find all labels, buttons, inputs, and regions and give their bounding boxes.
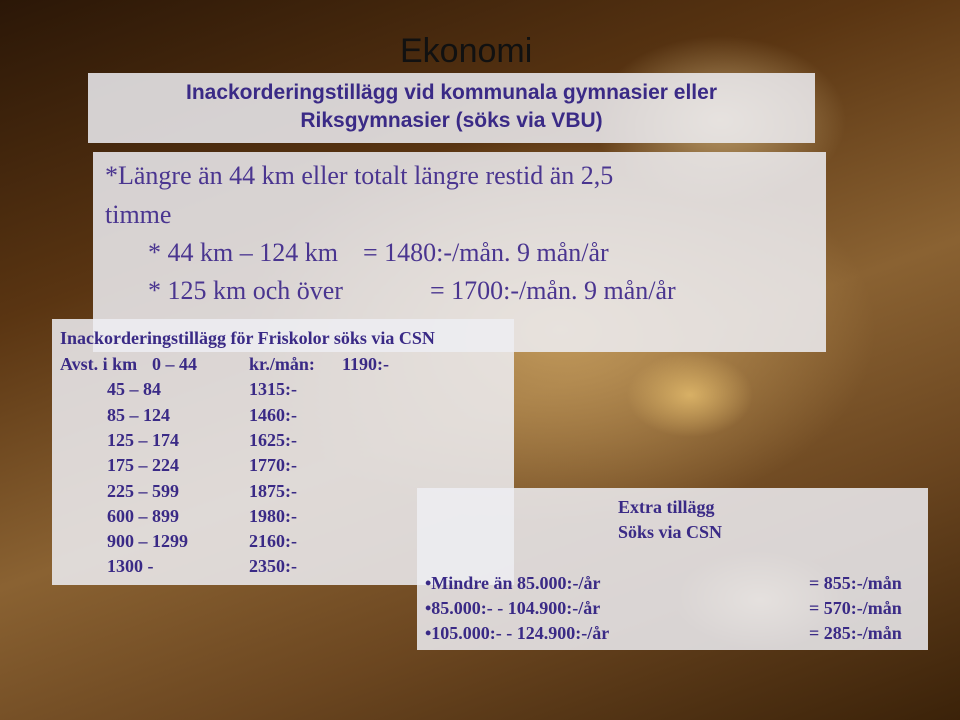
csn-row-amount: 1980:- — [249, 505, 297, 526]
extra-supplement-box — [417, 488, 928, 650]
income-amount: = 285:-/mån — [809, 623, 902, 643]
csn-row-amount: 1315:- — [249, 379, 297, 400]
income-amount: = 570:-/mån — [809, 598, 902, 618]
income-range: •85.000:- - 104.900:-/år — [425, 598, 601, 618]
csn-row-amount: 1625:- — [249, 429, 297, 450]
csn-row-range: 85 – 124 — [107, 404, 170, 425]
csn-row-range: 225 – 599 — [107, 480, 179, 501]
income-amount: = 855:-/mån — [809, 573, 902, 593]
extra-title: Extra tillägg — [618, 497, 715, 517]
csn-row-amount: 1190:- — [342, 354, 389, 374]
csn-row-range: 175 – 224 — [107, 455, 179, 476]
page-title: Ekonomi — [400, 32, 533, 70]
tier2-amount: = 1700:-/mån. 9 mån/år — [430, 276, 676, 305]
tier1-amount: = 1480:-/mån. 9 mån/år — [363, 238, 609, 267]
header-line-1: Inackorderingstillägg vid kommunala gymnasier eller — [185, 81, 717, 104]
amount-label: kr./mån: — [249, 354, 315, 374]
csn-row-amount: 1460:- — [249, 404, 297, 425]
csn-row-amount: 2350:- — [249, 556, 297, 577]
header-line-2: Riksgymnasier (söks via VBU) — [300, 109, 603, 132]
csn-row-range: 125 – 174 — [107, 429, 179, 450]
csn-heading: Inackorderingstillägg för Friskolor söks via CSN — [60, 328, 435, 348]
distance-label: Avst. i km — [60, 354, 138, 374]
income-range: •Mindre än 85.000:-/år — [425, 573, 601, 593]
extra-subtitle: Söks via CSN — [618, 522, 723, 542]
income-range: •105.000:- - 124.900:-/år — [425, 623, 610, 643]
requirement-text-cont: timme — [105, 200, 172, 229]
csn-row-amount: 2160:- — [249, 531, 297, 552]
csn-row-range: 600 – 899 — [107, 505, 179, 526]
tier1-range: * 44 km – 124 km — [148, 238, 338, 267]
csn-row-range: 900 – 1299 — [107, 531, 188, 552]
csn-row-amount: 1770:- — [249, 455, 297, 476]
requirement-text: *Längre än 44 km eller totalt längre restid än 2,5 — [105, 161, 614, 190]
csn-row-range: 0 – 44 — [152, 354, 197, 374]
csn-row-range: 45 – 84 — [107, 379, 161, 400]
tier2-range: * 125 km och över — [148, 276, 343, 305]
csn-row-amount: 1875:- — [249, 480, 297, 501]
vbu-header-box — [88, 73, 815, 143]
csn-row-range: 1300 - — [107, 556, 154, 577]
